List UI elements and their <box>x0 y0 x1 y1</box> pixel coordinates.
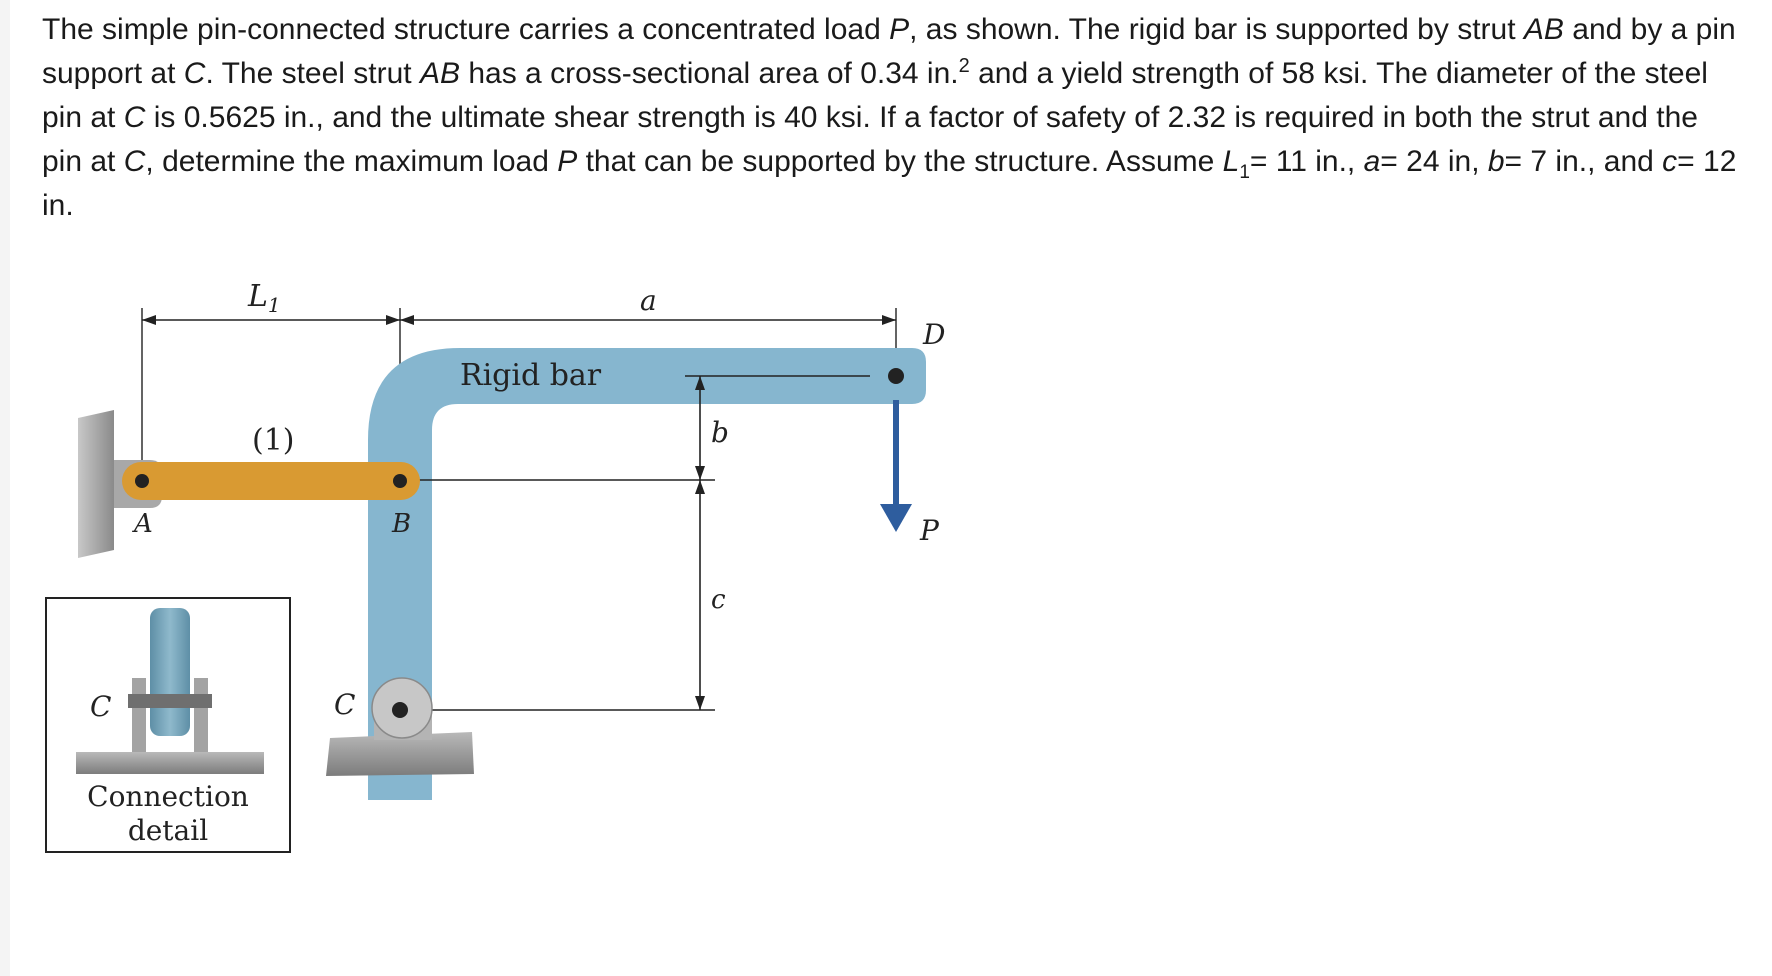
load-p-arrow <box>880 400 912 532</box>
problem-text-segment: and by a pin support at <box>42 13 1736 90</box>
variable-c: C <box>123 145 146 178</box>
label-b-point: B <box>392 509 412 539</box>
label-rigid-bar: Rigid bar <box>460 358 602 393</box>
problem-text-segment: . The steel strut <box>205 57 420 90</box>
problem-text-segment: = 7 in., and <box>1504 145 1663 178</box>
variable-p: P <box>889 13 910 46</box>
variable-l1: L <box>1222 145 1240 178</box>
label-c-dimension: c <box>711 585 726 615</box>
label-d: D <box>923 318 946 351</box>
rigid-bar <box>368 348 926 800</box>
problem-text-segment: , as shown. The rigid bar is supported by strut <box>909 13 1524 46</box>
detail-caption-line2: detail <box>127 814 209 847</box>
label-c-detail: C <box>90 690 112 723</box>
problem-text-segment: has a cross-sectional area of 0.34 in. <box>460 57 959 90</box>
strut-ab <box>122 462 420 500</box>
problem-text-segment: The simple pin-connected structure carries a concentrated load <box>42 13 890 46</box>
variable-a: a <box>1363 145 1381 178</box>
label-b: b <box>711 416 729 449</box>
label-l1: $L_1$ <box>248 279 281 317</box>
dimension-b-c <box>400 376 870 710</box>
problem-text-segment: = 12 in. <box>42 145 1737 222</box>
pin-b <box>393 474 407 488</box>
label-a: a <box>640 284 657 317</box>
problem-text-segment: = 11 in., <box>1249 145 1364 178</box>
problem-text-segment: is 0.5625 in., and the ultimate shear strength is 40 ksi. If a factor of safety of 2.32 is required in both the strut and the pin at <box>42 101 1698 178</box>
pin-d <box>888 368 904 384</box>
label-a-point: A <box>134 509 153 539</box>
problem-text-segment: , determine the maximum load <box>145 145 558 178</box>
variable-l1-subscript: 1 <box>1239 162 1250 183</box>
detail-caption-line1: Connection <box>87 780 249 813</box>
variable-c-dim: c <box>1662 145 1678 178</box>
label-c-main: C <box>334 688 356 721</box>
problem-text-segment: that can be supported by the structure. Assume <box>577 145 1223 178</box>
pin-a <box>135 474 149 488</box>
variable-c: C <box>123 101 146 134</box>
variable-b: b <box>1487 145 1505 178</box>
problem-text-segment: = 24 in, <box>1380 145 1488 178</box>
variable-c: C <box>183 57 206 90</box>
structure-figure <box>0 270 1000 976</box>
variable-ab: AB <box>419 57 461 90</box>
label-p: P <box>920 514 939 547</box>
variable-ab: AB <box>1523 13 1564 46</box>
connection-detail <box>46 598 290 852</box>
variable-p: P <box>557 145 578 178</box>
problem-statement <box>42 8 1742 228</box>
dimension-l1 <box>142 279 400 492</box>
area-exponent: 2 <box>958 55 970 77</box>
label-member-1: (1) <box>252 423 295 458</box>
problem-text-segment: and a yield strength of 58 ksi. The diameter of the steel pin at <box>42 57 1708 134</box>
